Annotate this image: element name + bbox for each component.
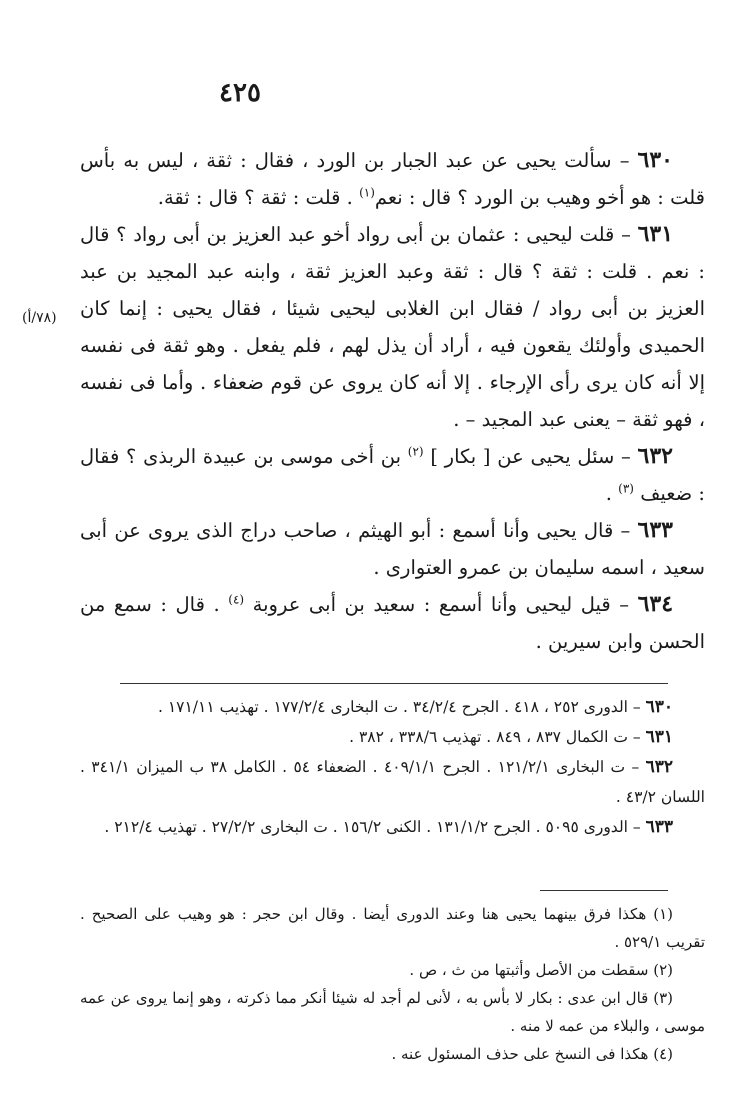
entry-text: – سألت يحيى عن عبد الجبار بن الورد ، فقال : ثقة ، ليس به بأس — [80, 149, 630, 172]
entry-number: ٦٣٠ — [637, 147, 673, 173]
footnotes — [80, 900, 705, 1068]
reference-item — [80, 812, 705, 842]
reference-item — [80, 722, 705, 752]
entry-number: ٦٣٣ — [637, 517, 673, 543]
footnote-marker: (٣) — [618, 481, 634, 496]
entry-632 — [80, 438, 705, 512]
reference-text: – ت البخارى ١٢١/٢/١ . الجرح ٤٠٩/١/١ . الضعفاء ٥٤ . الكامل ٣٨ ب الميزان ٣٤١/١ . اللسان ٤٣/٢ . — [80, 758, 705, 806]
entry-633 — [80, 512, 705, 586]
entry-text: – قيل ليحيى وأنا أسمع : سعيد بن أبى عروبة — [252, 593, 629, 616]
footnote-item: (١) هكذا فرق بينهما يحيى هنا وعند الدورى أيضا . وقال ابن حجر : هو وهيب على الصحيح . تقريب ٥٢٩/١ . — [80, 905, 705, 951]
reference-number: ٦٣١ — [645, 727, 673, 747]
page-number: ٤٢٥ — [219, 78, 261, 108]
reference-text: – الدورى ٢٥٢ ، ٤١٨ . الجرح ٣٤/٢/٤ . ت البخارى ١٧٧/٢/٤ . تهذيب ١٧١/١١ . — [157, 698, 641, 716]
entry-text: . — [605, 482, 612, 505]
entry-634 — [80, 586, 705, 660]
entry-630 — [80, 142, 705, 216]
footnote-marker: (١) — [359, 185, 375, 200]
references-divider — [120, 683, 668, 684]
footnote-item: (٢) سقطت من الأصل وأثبتها من ث ، ص . — [409, 961, 673, 979]
entry-text: بن أخى موسى بن عبيدة الربذى ؟ فقال : ضعيف — [80, 445, 705, 505]
footnote-item: (٣) قال ابن عدى : بكار لا بأس به ، لأنى لم أجد له شيئا أنكر مما ذكرته ، وهو إنما يروى عن عمه موسى ، والبلاء من عمه لا منه . — [80, 989, 705, 1035]
entry-number: ٦٣٤ — [637, 591, 674, 617]
entry-text: – قلت ليحيى : عثمان بن أبى رواد أخو عبد العزيز بن أبى رواد ؟ قال : نعم . قلت : ثقة ؟ قال : ثقة وعبد العزيز ثقة ، وابنه عبد المجيد بن عبد العزيز بن أبى رواد / فقال ابن الغلابى ليحيى شيئا ، فقال يحيى : إنما كان الحميدى وأولئك يقعون فيه ، أراد أن يذل لهم ، فلم يفعل . وهو ثقة فى نفسه إلا أنه كان يرى رأى الإرجاء . إلا أنه كان يروى عن قوم ضعفاء . وأما فى نفسه ، فهو ثقة – يعنى عبد المجيد – . — [80, 223, 705, 431]
source-references — [80, 692, 705, 842]
entry-text: – سئل يحيى عن [ بكار ] — [430, 445, 631, 468]
reference-item — [80, 752, 705, 812]
reference-number: ٦٣٠ — [645, 697, 673, 717]
footnote-marker: (٢) — [407, 444, 424, 459]
main-text — [80, 142, 705, 660]
manuscript-folio-note: (٧٨/أ) — [22, 310, 57, 326]
footnote-marker: (٤) — [228, 592, 245, 607]
entry-number: ٦٣٢ — [637, 443, 673, 469]
entry-631 — [80, 216, 705, 438]
entry-text: . قال : سمع من الحسن وابن سيرين . — [80, 593, 705, 653]
reference-item — [80, 692, 705, 722]
entry-text: – قال يحيى وأنا أسمع : أبو الهيثم ، صاحب دراج الذى يروى عن أبى سعيد ، اسمه سليمان بن عمرو العتوارى . — [80, 519, 705, 579]
reference-text: – ت الكمال ٨٣٧ ، ٨٤٩ . تهذيب ٣٣٨/٦ ، ٣٨٢ . — [349, 728, 641, 746]
reference-text: – الدورى ٥٠٩٥ . الجرح ١٣١/١/٢ . الكنى ١٥٦/٢ . ت البخارى ٢٧/٢/٢ . تهذيب ٢١٢/٤ . — [104, 818, 641, 836]
footnotes-divider — [540, 890, 668, 891]
entry-text: . قلت : ثقة ؟ قال : ثقة. — [157, 186, 353, 209]
reference-number: ٦٣٢ — [645, 757, 673, 777]
footnote-item: (٤) هكذا فى النسخ على حذف المسئول عنه . — [391, 1045, 673, 1063]
entry-number: ٦٣١ — [637, 221, 674, 247]
entry-text: قلت : هو أخو وهيب بن الورد ؟ قال : نعم — [374, 186, 705, 209]
reference-number: ٦٣٣ — [645, 817, 673, 837]
